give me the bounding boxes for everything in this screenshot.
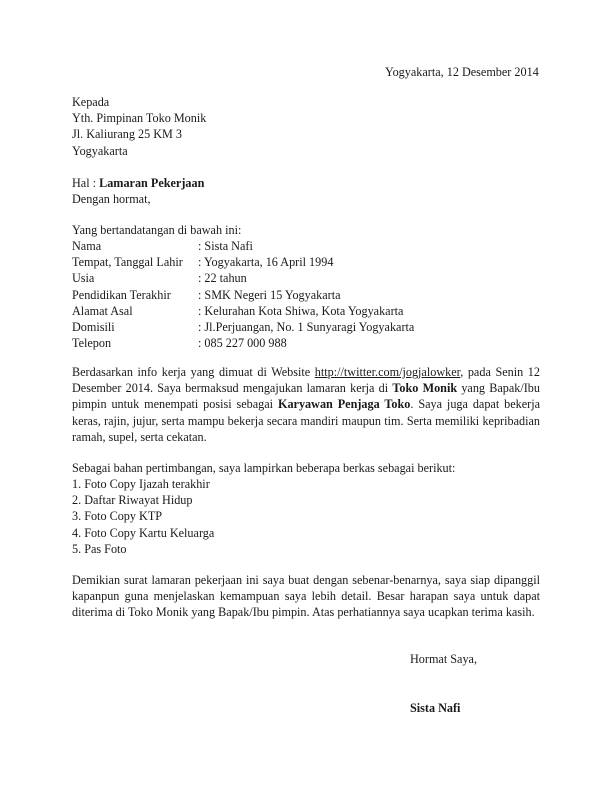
list-item: 4. Foto Copy Kartu Keluarga [72,525,215,540]
paragraph-attachments: Sebagai bahan pertimbangan, saya lampirkan beberapa berkas sebagai berikut: [72,461,456,475]
list-item: 5. Pas Foto [72,541,127,556]
recipient-name: Yth. Pimpinan Toko Monik [72,111,207,126]
field-value: : Jl.Perjuangan, No. 1 Sunyaragi Yogyakarta [198,320,415,335]
applicant-fields [72,238,414,351]
recipient-city: Yogyakarta [72,143,128,158]
field-row-birth [72,254,414,270]
field-value: : Sista Nafi [198,239,253,253]
field-value: : 085 227 000 988 [198,336,287,351]
subject-label: Hal : [72,176,100,190]
subject-line [72,175,204,191]
field-row-age [72,270,414,286]
closing-text: Hormat Saya, [410,652,478,666]
store-name: Toko Monik [392,381,458,396]
field-label: Pendidikan Terakhir [72,287,171,302]
field-row-phone [72,335,414,351]
paragraph-text: . Saya juga dapat bekerja keras, rajin, jujur, serta mampu bekerja secara mandiri maupun tim. Serta memiliki kepribadian ramah, supel, serta cekatan. [72,397,540,444]
list-item: 2. Daftar Riwayat Hidup [72,493,193,508]
attachment-list [72,476,214,557]
paragraph-text: , pada Senin 12 Desember 2014. Saya bermaksud mengajukan lamaran kerja di [72,365,540,396]
recipient-block [72,94,206,159]
field-value: : SMK Negeri 15 Yogyakarta [198,287,341,302]
position-name: Karyawan Penjaga Toko [277,397,411,412]
list-item: 3. Foto Copy KTP [72,509,163,524]
letter-date: Yogyakarta, 12 Desember 2014 [385,65,539,79]
field-row-education [72,287,414,303]
intro-text: Yang bertandatangan di bawah ini: [72,223,242,237]
website-link[interactable]: http://twitter.com/jogjalowker [314,365,461,379]
signer-name: Sista Nafi [410,701,461,715]
field-label: Nama [72,239,102,253]
field-value: : Kelurahan Kota Shiwa, Kota Yogyakarta [198,303,404,318]
paragraph-text: Berdasarkan info kerja yang dimuat di Website [72,365,315,379]
paragraph-text: yang Bapak/Ibu pimpin untuk menempati posisi sebagai [72,381,540,412]
field-label: Domisili [72,320,115,335]
field-label: Tempat, Tanggal Lahir [72,255,183,270]
field-value: : Yogyakarta, 16 April 1994 [198,255,334,270]
field-row-origin [72,303,414,319]
list-item: 1. Foto Copy Ijazah terakhir [72,477,210,491]
recipient-address: Jl. Kaliurang 25 KM 3 [72,127,183,142]
field-row-domicile [72,319,414,335]
field-value: : 22 tahun [198,271,247,286]
subject-value: Lamaran Pekerjaan [99,176,205,190]
recipient-greeting: Kepada [72,95,110,109]
paragraph-job-info [72,364,540,445]
field-label: Alamat Asal [72,303,133,318]
salutation: Dengan hormat, [72,192,151,207]
field-label: Usia [72,271,95,286]
subject-block [72,175,204,207]
field-label: Telepon [72,336,112,351]
field-row-name [72,238,414,254]
paragraph-closing: Demikian surat lamaran pekerjaan ini saya buat dengan sebenar-benarnya, saya siap dipanggil kapanpun guna menjelaskan kemampuan saya lebih detail. Besar harapan saya untuk dapat diterima di Toko Monik yang Bapak/Ibu pimpin. Atas perhatiannya saya ucapkan terima kasih. [72,573,540,620]
